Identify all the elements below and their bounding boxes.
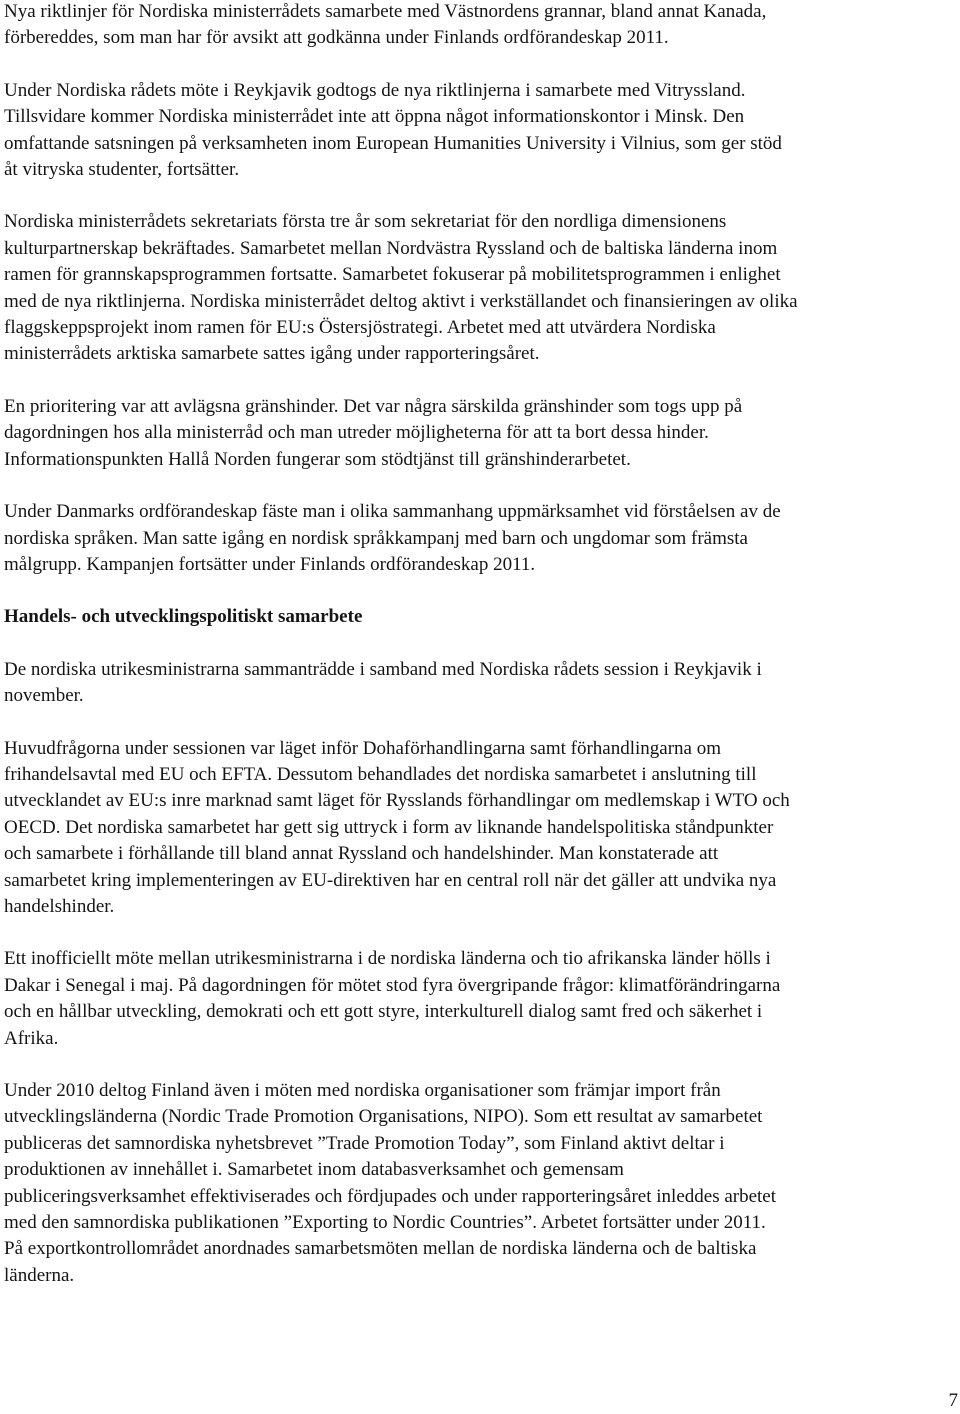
page-number: 7 (948, 1390, 958, 1411)
text-line: publiceringsverksamhet effektiviserades och fördjupades och under rapporteringsåret inleddes arbetet (4, 1185, 777, 1207)
text-line: ramen för grannskapsprogrammen fortsatte. Samarbetet fokuserar på mobilitetsprogrammen i enlighet (4, 264, 781, 286)
text-line: förbereddes, som man har för avsikt att godkänna under Finlands ordförandeskap 2011. (4, 27, 669, 49)
text-line: åt vitryska studenter, fortsätter. (4, 159, 240, 181)
paragraph-granshinder (4, 394, 956, 473)
text-line: och samarbete i förhållande till bland annat Ryssland och handelshinder. Man konstaterade att (4, 843, 719, 865)
text-line: Nya riktlinjer för Nordiska ministerrådets samarbete med Västnordens grannar, bland annat Kanada, (4, 1, 767, 22)
paragraph-utrikesministrar-session (4, 657, 956, 710)
text-line: Ett inofficiellt möte mellan utrikesministrarna i de nordiska länderna och tio afrikanska länder hölls i (4, 948, 771, 970)
text-line: länderna. (4, 1264, 75, 1286)
text-line: publiceras det samnordiska nyhetsbrevet ”Trade Promotion Today”, som Finland aktivt deltar i (4, 1132, 725, 1154)
text-line: De nordiska utrikesministrarna sammanträdde i samband med Nordiska rådets session i Reykjavik i (4, 658, 762, 680)
text-line: produktionen av innehållet i. Samarbetet inom databasverksamhet och gemensam (4, 1159, 624, 1181)
text-line: Under Nordiska rådets möte i Reykjavik godtogs de nya riktlinjerna i samarbete med Vitryssland. (4, 79, 746, 101)
text-line: På exportkontrollområdet anordnades samarbetsmöten mellan de nordiska länderna och de baltiska (4, 1238, 757, 1260)
text-line: frihandelsavtal med EU och EFTA. Dessutom behandlades det nordiska samarbetet i anslutning till (4, 763, 757, 785)
text-line: omfattande satsningen på verksamheten inom European Humanities University i Vilnius, som ger stöd (4, 132, 782, 154)
paragraph-vitryssland (4, 78, 956, 184)
text-line: Under 2010 deltog Finland även i möten med nordiska organisationer som främjar import från (4, 1080, 721, 1101)
document-page (4, 0, 956, 1315)
text-line: OECD. Det nordiska samarbetet har gett sig uttryck i form av liknande handelspolitiska ståndpunkter (4, 816, 774, 838)
paragraph-nordliga-dimensionen (4, 209, 956, 367)
text-line: dagordningen hos alla ministerråd och man utreder möjligheterna för att ta bort dessa hinder. (4, 422, 709, 444)
paragraph-vastnorden (4, 0, 956, 52)
text-line: Dakar i Senegal i maj. På dagordningen för mötet stod fyra övergripande frågor: klimatförändringarna (4, 974, 781, 996)
text-line: Under Danmarks ordförandeskap fäste man i olika sammanhang uppmärksamhet vid förståelsen av de (4, 501, 781, 523)
text-line: Tillsvidare kommer Nordiska ministerrådet inte att öppna något informationskontor i Minsk. Den (4, 106, 745, 128)
text-line: med de nya riktlinjerna. Nordiska ministerrådet deltog aktivt i verkställandet och finansieringen av olika (4, 290, 798, 312)
text-line: med den samnordiska publikationen ”Exporting to Nordic Countries”. Arbetet fortsätter under 2011. (4, 1212, 766, 1234)
text-line: kulturpartnerskap bekräftades. Samarbetet mellan Nordvästra Ryssland och de baltiska länderna inom (4, 237, 778, 259)
text-line: nordiska språken. Man satte igång en nordisk språkkampanj med barn och ungdomar som främsta (4, 527, 748, 549)
section-heading: Handels- och utvecklingspolitiskt samarbete (4, 606, 363, 628)
text-line: utvecklingsländerna (Nordic Trade Promotion Organisations, NIPO). Som ett resultat av samarbetet (4, 1106, 763, 1128)
text-line: Huvudfrågorna under sessionen var läget inför Dohaförhandlingarna samt förhandlingarna om (4, 737, 722, 759)
paragraph-dakar-mote (4, 946, 956, 1052)
text-line: flaggskeppsprojekt inom ramen för EU:s Östersjöstrategi. Arbetet med att utvärdera Nordiska (4, 317, 716, 339)
text-line: ministerrådets arktiska samarbete sattes igång under rapporteringsåret. (4, 343, 540, 365)
text-line: samarbetet kring implementeringen av EU-direktiven har en central roll när det gäller att undvika nya (4, 869, 777, 891)
text-line: och en hållbar utveckling, demokrati och ett gott styre, interkulturell dialog samt fred och säkerhet i (4, 1001, 763, 1023)
text-line: Informationspunkten Hallå Norden fungerar som stödtjänst till gränshinderarbetet. (4, 448, 631, 470)
paragraph-nipo (4, 1078, 956, 1289)
text-line: november. (4, 685, 84, 707)
text-line: handelshinder. (4, 895, 115, 917)
text-line: Nordiska ministerrådets sekretariats första tre år som sekretariat för den nordliga dimensionens (4, 211, 727, 233)
text-line: Afrika. (4, 1027, 59, 1049)
text-line: En prioritering var att avlägsna gränshinder. Det var några särskilda gränshinder som togs upp på (4, 395, 743, 417)
paragraph-nordiska-spraken (4, 499, 956, 578)
text-line: utvecklandet av EU:s inre marknad samt läget för Rysslands förhandlingar om medlemskap i WTO och (4, 790, 790, 812)
paragraph-huvudfragorna (4, 736, 956, 921)
text-line: målgrupp. Kampanjen fortsätter under Finlands ordförandeskap 2011. (4, 553, 536, 575)
